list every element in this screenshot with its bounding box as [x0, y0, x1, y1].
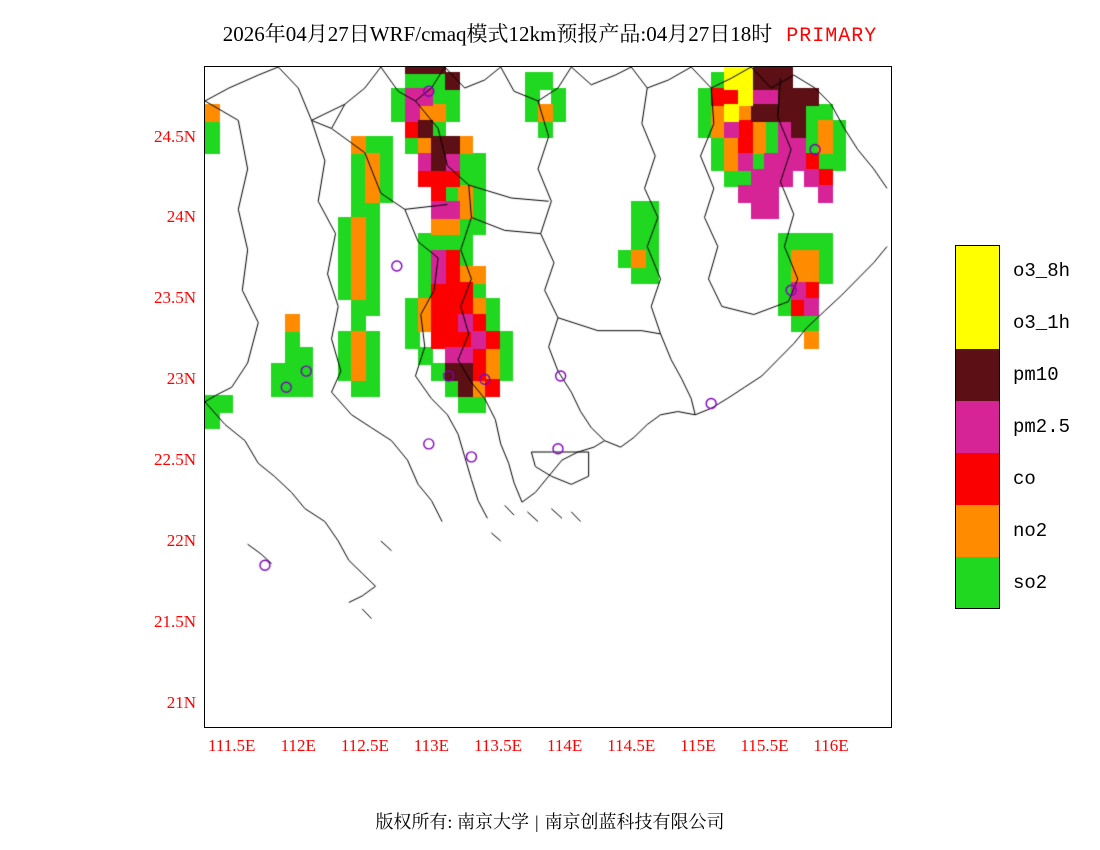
footer-company: 南京创蓝科技有限公司: [544, 812, 725, 832]
lon-tick-label: 114E: [547, 736, 583, 755]
pollutant-legend: [955, 245, 1085, 609]
legend-item[interactable]: [955, 297, 1085, 349]
legend-label-pm25: pm2.5: [1013, 416, 1071, 438]
lat-tick-label: 21N: [166, 692, 196, 712]
lon-tick-label: 116E: [813, 736, 849, 755]
lon-tick-label: 113E: [413, 736, 450, 755]
legend-label-o3-8h: o3_8h: [1013, 260, 1071, 282]
legend-item[interactable]: [955, 557, 1085, 609]
lat-tick-label: 24.5N: [153, 126, 196, 146]
legend-item[interactable]: [955, 453, 1085, 505]
lat-tick-label: 22.5N: [153, 450, 196, 470]
lat-tick-label: 23N: [166, 369, 196, 389]
lon-tick-label: 113.5E: [474, 736, 523, 755]
lat-tick-label: 23.5N: [153, 288, 196, 308]
legend-swatch-so2: [955, 557, 1000, 609]
footer-copyright: [0, 808, 1100, 834]
chart-title: [0, 18, 1100, 48]
lon-tick-label: 112.5E: [340, 736, 389, 755]
legend-item[interactable]: [955, 505, 1085, 557]
map-raster-canvas: [205, 67, 891, 727]
lon-tick-label: 115.5E: [740, 736, 789, 755]
legend-item[interactable]: [955, 349, 1085, 401]
legend-swatch-pm25: [955, 401, 1000, 453]
lat-tick-label: 22N: [166, 530, 196, 550]
legend-swatch-pm10: [955, 349, 1000, 401]
legend-label-o3-1h: o3_1h: [1013, 312, 1071, 334]
lon-tick-label: 111.5E: [207, 736, 256, 755]
footer-separator: |: [534, 812, 539, 832]
lon-tick-label: 114.5E: [607, 736, 656, 755]
legend-swatch-o3-1h: [955, 297, 1000, 349]
map-plot-area[interactable]: [204, 66, 892, 728]
legend-swatch-no2: [955, 505, 1000, 557]
legend-item[interactable]: [955, 401, 1085, 453]
legend-label-pm10: pm10: [1013, 364, 1059, 386]
legend-label-no2: no2: [1013, 520, 1048, 542]
lon-tick-label: 115E: [680, 736, 716, 755]
legend-swatch-o3-8h: [955, 245, 1000, 297]
footer-owner: 版权所有: 南京大学: [375, 812, 529, 832]
lat-tick-label: 21.5N: [153, 611, 196, 631]
lat-tick-label: 24N: [166, 207, 196, 227]
lon-tick-label: 112E: [280, 736, 316, 755]
title-primary-label: PRIMARY: [786, 25, 878, 48]
legend-item[interactable]: [955, 245, 1085, 297]
legend-label-so2: so2: [1013, 572, 1048, 594]
legend-swatch-co: [955, 453, 1000, 505]
title-main-text: 2026年04月27日WRF/cmaq模式12km预报产品:04月27日18时: [222, 22, 773, 46]
legend-label-co: co: [1013, 468, 1036, 490]
